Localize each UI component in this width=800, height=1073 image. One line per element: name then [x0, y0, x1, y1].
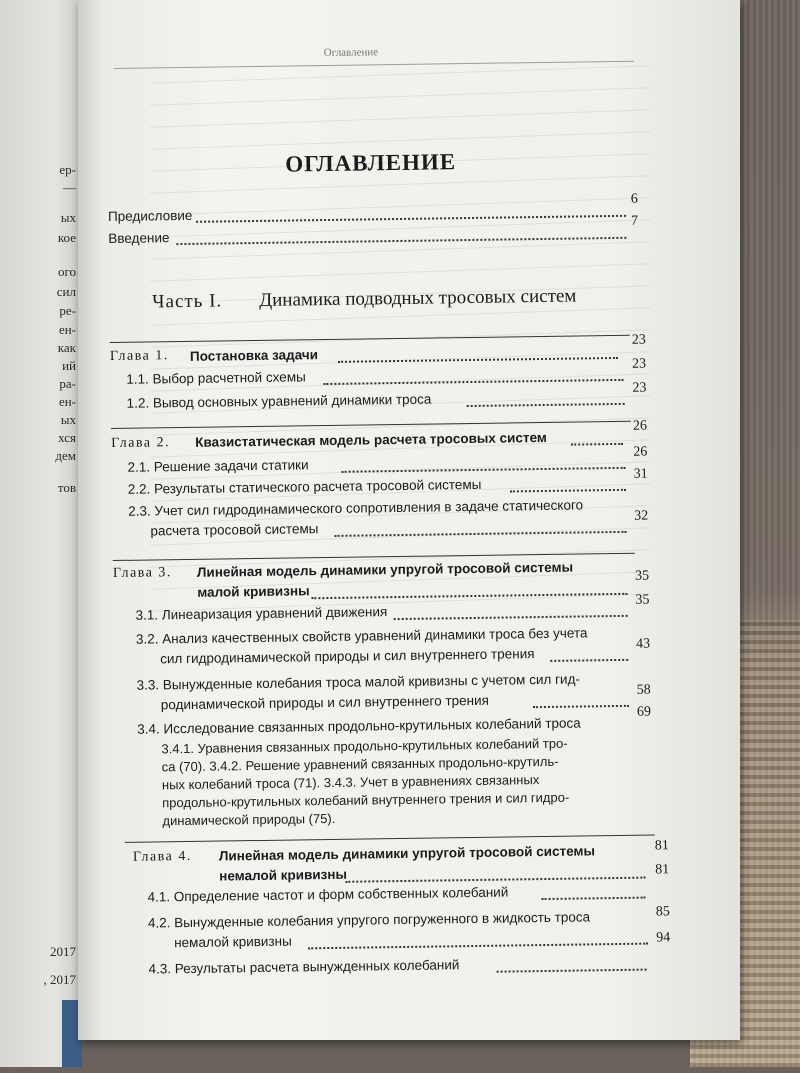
chapter-label: Глава 1. — [109, 348, 169, 365]
chapter-title: Квазистатическая модель расчета тросовых систем — [195, 429, 547, 450]
back-page-text: хся — [58, 430, 76, 445]
chapter-title: Линейная модель динамики упругой тросовой системы — [196, 559, 574, 580]
part-title: Динамика подводных тросовых систем — [259, 285, 577, 311]
header-rule — [114, 61, 634, 69]
back-page-text: ре- — [59, 303, 76, 318]
section-page: 32 — [634, 508, 649, 524]
dot-leader — [550, 659, 628, 662]
section-label: 3.3. Вынужденные колебания троса малой кривизны с учетом сил гид- — [136, 671, 581, 693]
subsection-text: ных колебаний троса (71). 3.4.3. Учет в уравнениях связанных — [161, 772, 540, 793]
back-page-text: ра- — [59, 376, 76, 391]
section-label: 3.2. Анализ качественных свойств уравнений динамики троса без учета — [135, 625, 588, 647]
dot-leader — [342, 467, 626, 473]
chapter-page: 26 — [632, 418, 648, 434]
dot-leader — [334, 531, 626, 537]
part-label: Часть I. — [152, 290, 223, 313]
chapter-title-continuation: немалой кривизны — [219, 866, 348, 884]
section-page: 23 — [632, 380, 647, 396]
chapter-rule — [111, 421, 631, 429]
dot-leader — [323, 379, 623, 385]
toc-entry-label: Введение — [108, 230, 170, 247]
chapter-label: Глава 3. — [112, 565, 172, 582]
dot-leader — [467, 403, 625, 407]
section-page: 69 — [636, 704, 652, 720]
back-page-text: ий — [62, 358, 76, 373]
toc-entry-page: 6 — [630, 191, 638, 207]
back-page-text: ых — [60, 412, 76, 427]
section-label: 2.3. Учет сил гидродинамического сопротивления в задаче статического — [128, 497, 584, 519]
back-page-text: ого — [57, 264, 76, 279]
section-label: 2.1. Решение задачи статики — [127, 457, 309, 475]
back-page-text: тов — [57, 480, 76, 495]
dot-leader — [176, 237, 626, 245]
section-label: 3.4. Исследование связанных продольно-крутильных колебаний троса — [137, 715, 581, 737]
section-page: 26 — [633, 444, 648, 460]
back-page-text: , 2017 — [43, 972, 76, 987]
dot-leader — [497, 969, 647, 973]
section-page: 81 — [655, 862, 670, 878]
section-label-continuation: немалой кривизны — [174, 933, 292, 951]
back-page-text: как — [57, 340, 76, 355]
section-page: 31 — [633, 466, 648, 482]
chapter-title-continuation: малой кривизны — [197, 583, 310, 600]
back-page-text: ер- — [59, 162, 76, 177]
chapter-title: Постановка задачи — [189, 347, 319, 364]
chapter-rule — [125, 834, 655, 842]
section-label: 4.2. Вынужденные колебания упругого погруженного в жидкость троса — [147, 909, 591, 931]
section-label-continuation: родинамической природы и сил внутреннего трения — [160, 692, 490, 713]
subsection-text: 3.4.1. Уравнения связанных продольно-крутильных колебаний тро- — [161, 735, 568, 757]
subsection-text: продольно-крутильных колебаний внутреннего трения и сил гидро- — [162, 789, 570, 811]
dot-leader — [196, 215, 626, 223]
dot-leader — [571, 443, 623, 446]
back-page-text: ен- — [58, 322, 76, 337]
back-page-text: 2017 — [50, 944, 76, 959]
dot-leader — [542, 897, 646, 900]
section-label: 2.2. Результаты статического расчета тросовой системы — [127, 476, 482, 497]
subsection-text: динамической природы (75). — [162, 810, 336, 829]
section-label-continuation: расчета тросовой системы — [150, 521, 319, 539]
section-label: 1.2. Вывод основных уравнений динамики троса — [126, 391, 432, 411]
chapter-rule — [110, 335, 630, 343]
back-page-text: ен- — [58, 394, 76, 409]
section-page: 43 — [635, 636, 651, 652]
section-label: 1.1. Выбор расчетной схемы — [126, 369, 306, 387]
dot-leader — [345, 877, 645, 883]
chapter-label: Глава 2. — [111, 435, 171, 452]
toc-entry-label: Предисловие — [107, 207, 193, 225]
chapter-page: 23 — [631, 332, 646, 348]
chapter-page: 81 — [654, 838, 669, 854]
section-page: 85 — [655, 904, 670, 920]
dot-leader — [510, 489, 626, 493]
section-label: 4.3. Результаты расчета вынужденных колебаний — [148, 957, 460, 977]
back-page-text: — — [63, 180, 76, 195]
toc-entry-page: 7 — [631, 213, 639, 229]
subsection-text: са (70). 3.4.2. Решение уравнений связанных продольно-крутиль- — [161, 753, 559, 775]
section-label: 3.1. Линеаризация уравнений движения — [135, 604, 388, 623]
dot-leader — [533, 705, 629, 708]
section-page: 35 — [635, 592, 650, 608]
chapter-title: Линейная модель динамики упругой тросовой системы — [218, 843, 596, 864]
chapter-label: Глава 4. — [132, 848, 192, 865]
dot-leader — [338, 357, 618, 363]
section-page: 23 — [632, 356, 647, 372]
back-page-text: кое — [57, 230, 76, 245]
running-header: Оглавление — [323, 46, 379, 60]
chapter-page: 35 — [634, 568, 650, 584]
dot-leader — [308, 943, 648, 950]
back-page-text: ых — [60, 210, 76, 225]
back-page-text: дем — [55, 448, 76, 463]
dot-leader — [394, 615, 628, 620]
back-page-text: сил — [56, 284, 76, 299]
section-page: 58 — [636, 682, 651, 698]
section-page: 94 — [656, 930, 671, 946]
dot-leader — [311, 593, 627, 599]
section-label-continuation: сил гидродинамической природы и сил внутреннего трения — [160, 646, 535, 667]
page-title: ОГЛАВЛЕНИЕ — [285, 149, 457, 177]
section-label: 4.1. Определение частот и форм собственных колебаний — [147, 884, 509, 905]
